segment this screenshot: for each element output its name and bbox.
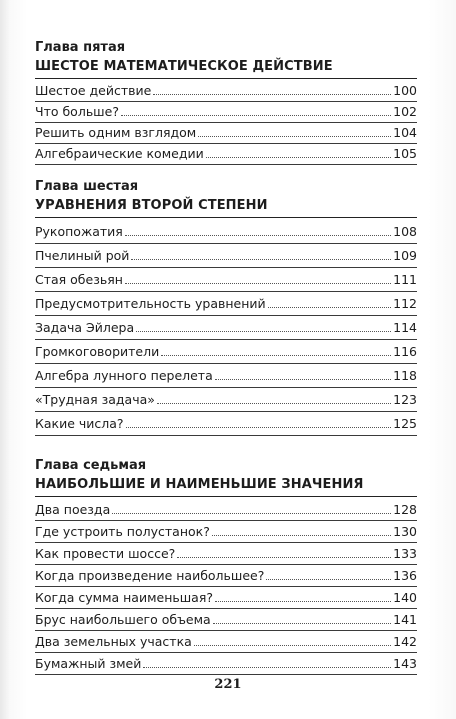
dot-leader <box>161 355 391 356</box>
toc-entry <box>35 316 417 340</box>
chapter-5 <box>35 40 417 165</box>
entry-title: Задача Эйлера <box>35 320 135 335</box>
chapter-label: Глава пятая <box>35 40 126 55</box>
entry-page-number: 130 <box>393 524 417 539</box>
toc-entry <box>35 499 417 521</box>
entry-page-number: 104 <box>393 125 417 140</box>
entry-page-number: 100 <box>393 83 417 98</box>
entry-page-number: 123 <box>393 392 417 407</box>
entry-title: Громкоговорители <box>35 344 160 359</box>
dot-leader <box>131 259 391 260</box>
toc-entry <box>35 412 417 436</box>
dot-leader <box>266 579 391 580</box>
toc-entry <box>35 653 417 675</box>
dot-leader <box>126 427 392 428</box>
dot-leader <box>136 331 391 332</box>
chapter-title: ШЕСТОЕ МАТЕМАТИЧЕСКОЕ ДЕЙСТВИЕ <box>35 58 417 79</box>
entry-page-number: 102 <box>393 104 417 119</box>
toc-entry <box>35 81 417 102</box>
toc-entry <box>35 144 417 165</box>
entry-page-number: 142 <box>393 634 417 649</box>
page-edge-shadow <box>0 0 10 719</box>
entry-title: Рукопожатия <box>35 224 123 239</box>
chapter-label: Глава шестая <box>35 179 139 194</box>
entry-page-number: 112 <box>393 296 417 311</box>
entry-title: Когда произведение наибольшее? <box>35 568 265 583</box>
dot-leader <box>177 557 391 558</box>
chapter-title: УРАВНЕНИЯ ВТОРОЙ СТЕПЕНИ <box>35 197 417 218</box>
entry-title: Алгебра лунного перелета <box>35 368 213 383</box>
toc-entry <box>35 364 417 388</box>
entry-page-number: 109 <box>393 248 417 263</box>
chapter-label: Глава седьмая <box>35 458 147 473</box>
toc-entry <box>35 521 417 543</box>
section-spacer <box>35 165 417 179</box>
entry-title: Стая обезьян <box>35 272 123 287</box>
entry-title: «Трудная задача» <box>35 392 155 407</box>
toc-entry <box>35 587 417 609</box>
entry-title: Алгебраические комедии <box>35 146 204 161</box>
entry-page-number: 116 <box>393 344 417 359</box>
dot-leader <box>112 513 391 514</box>
entry-title: Пчелиный рой <box>35 248 130 263</box>
entry-page-number: 140 <box>393 590 417 605</box>
entry-page-number: 141 <box>393 612 417 627</box>
toc-entry <box>35 388 417 412</box>
dot-leader <box>143 667 391 668</box>
entry-title: Бумажный змей <box>35 656 142 671</box>
dot-leader <box>212 535 391 536</box>
toc-entry <box>35 565 417 587</box>
chapter-entries <box>35 499 417 675</box>
chapter-title: НАИБОЛЬШИЕ И НАИМЕНЬШИЕ ЗНАЧЕНИЯ <box>35 476 417 497</box>
chapter-7 <box>35 458 417 675</box>
toc-entry <box>35 123 417 144</box>
dot-leader <box>194 645 391 646</box>
toc-entry <box>35 268 417 292</box>
entry-page-number: 128 <box>393 502 417 517</box>
dot-leader <box>121 115 391 116</box>
entry-title: Какие числа? <box>35 416 124 431</box>
entry-page-number: 143 <box>393 656 417 671</box>
entry-title: Два поезда <box>35 502 111 517</box>
entry-page-number: 105 <box>393 146 417 161</box>
table-of-contents <box>35 40 417 675</box>
toc-entry <box>35 292 417 316</box>
dot-leader <box>125 283 391 284</box>
toc-entry <box>35 631 417 653</box>
dot-leader <box>157 403 391 404</box>
dot-leader <box>125 235 391 236</box>
entry-title: Брус наибольшего объема <box>35 612 211 627</box>
toc-entry <box>35 543 417 565</box>
entry-title: Два земельных участка <box>35 634 192 649</box>
chapter-entries <box>35 81 417 165</box>
dot-leader <box>198 136 391 137</box>
entry-title: Что больше? <box>35 104 119 119</box>
entry-title: Шестое действие <box>35 83 152 98</box>
dot-leader <box>215 601 391 602</box>
entry-title: Где устроить полустанок? <box>35 524 210 539</box>
toc-entry <box>35 244 417 268</box>
entry-title: Как провести шоссе? <box>35 546 176 561</box>
section-spacer <box>35 436 417 458</box>
dot-leader <box>153 94 391 95</box>
dot-leader <box>268 307 392 308</box>
entry-page-number: 133 <box>393 546 417 561</box>
entry-page-number: 125 <box>393 416 417 431</box>
entry-page-number: 108 <box>393 224 417 239</box>
entry-title: Когда сумма наименьшая? <box>35 590 213 605</box>
toc-entry <box>35 340 417 364</box>
entry-page-number: 114 <box>393 320 417 335</box>
toc-entry <box>35 609 417 631</box>
entry-title: Предусмотрительность уравнений <box>35 296 266 311</box>
entry-page-number: 136 <box>393 568 417 583</box>
entry-title: Решить одним взглядом <box>35 125 197 140</box>
dot-leader <box>215 379 391 380</box>
entry-page-number: 111 <box>393 272 417 287</box>
toc-entry <box>35 102 417 123</box>
page-number: 221 <box>214 677 242 692</box>
chapter-6 <box>35 179 417 436</box>
chapter-entries <box>35 220 417 436</box>
dot-leader <box>206 157 391 158</box>
dot-leader <box>213 623 391 624</box>
entry-page-number: 118 <box>393 368 417 383</box>
toc-entry <box>35 220 417 244</box>
